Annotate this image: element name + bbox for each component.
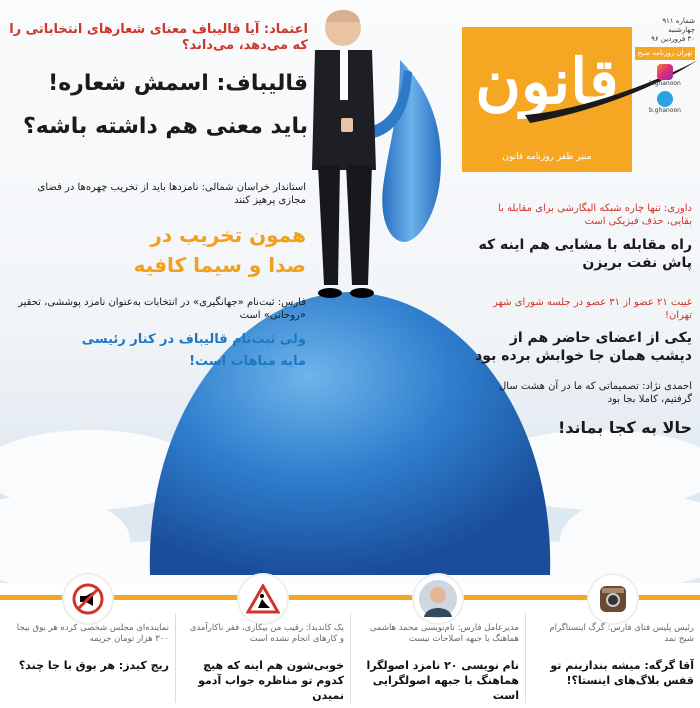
issue-number: شماره ۹۱۱ [662, 17, 695, 25]
bottom-item-portrait [353, 583, 525, 708]
bottom-item-sup: نماینده‌ای مجلس شخصی کرده هر بوق بیجا ۳۰۰ هزار تومان جریمه [16, 623, 169, 645]
instagram-icon[interactable] [657, 64, 673, 80]
issue-date: ۳۰ فروردین ۹۶ [651, 35, 695, 44]
bottom-item-headline: ریج کیدز: هر بوق با جا چند؟ [18, 659, 169, 672]
bottom-item-headline: آقا گرگه: میشه بندازینم تو قفس بلاگ‌های اینستا؟! [550, 659, 694, 687]
bottom-item-instagram [528, 583, 700, 708]
telegram-handle: b.ghanoon [649, 107, 681, 115]
left-top-headline-1: قالیباف: اسمش شعاره! [48, 71, 308, 96]
left-low-headline-1: ولی ثبت‌نام قالیباف در کنار رئیسی [81, 332, 306, 347]
masthead-title: قانون [475, 45, 619, 118]
bottom-item-roadwork [178, 583, 350, 708]
bottom-item-sup: رئیس پلیس فتای فارس: گرگ‌ اینستاگرام شیخ نمد [549, 623, 694, 645]
issue-info [635, 17, 695, 180]
edition-badge: تهران روزنامه صبح [635, 47, 695, 60]
bottom-item-sup: مدیرعامل فارس: نام‌نویسی محمد هاشمی هماهنگ با جبهه اصلاحات نیست [369, 623, 519, 645]
left-low-kicker: فارس: ثبت‌نام «جهانگیری» در انتخابات به‌عنوان نامزد پوششی، تحقیر «روحانی» است [18, 297, 306, 321]
bottom-item-headline: خوبی‌شون هم اینه که هیچ کدوم تو مناظره جواب آدمو نمیدن [198, 659, 344, 702]
masthead-subtitle: منیر ظفر روزنامه قانون [502, 152, 592, 162]
right-2-headline: یکی از اعضای حاضر هم از دیشب همان جا خوابش برده بود [475, 330, 692, 364]
right-3-headline: حالا به کجا بماند! [557, 418, 692, 437]
left-mid-headline-2: صدا و سیما کافیه [133, 253, 306, 277]
divider [525, 613, 526, 703]
issue-day: چهارشنبه [668, 26, 695, 35]
instagram-handle: bighanoon [649, 80, 681, 88]
left-mid-headline-1: همون تخریب در [150, 223, 306, 247]
left-top-headline-2: باید معنی هم داشته باشه؟ [23, 114, 308, 139]
bottom-strip [0, 583, 700, 708]
divider [350, 613, 351, 703]
left-mid-kicker: استاندار خراسان شمالی: نامزدها باید از تخریب چهره‌ها در فضای مجازی پرهیز کنند [37, 182, 306, 206]
bottom-item-headline: نام نویسی ۲۰ نامزد اصولگرا هماهنگ با جبهه اصولگرایی است [366, 659, 519, 702]
right-2-kicker: غیبت ۲۱ عضو از ۳۱ عضو در جلسه شورای شهر تهران! [493, 297, 692, 321]
standing-figure [312, 10, 376, 298]
right-3-kicker: احمدی نژاد: تصمیماتی که ما در آن هشت سال گرفتیم، کاملا بجا بود [499, 381, 692, 405]
bottom-item-sup: یک کاندیدا: رقیب من بیکاری، فقر ناکارآمدی و کارهای انجام نشده است [189, 623, 344, 645]
divider [175, 613, 176, 703]
right-1-headline: راه مقابله با مشایی هم اینه که پاش نفت بریزن [478, 237, 692, 271]
bottom-item-no-horn [3, 583, 175, 708]
roadwork-icon [239, 575, 287, 623]
blue-drop [382, 60, 441, 242]
portrait-icon [414, 575, 462, 623]
right-1-kicker: داوری: تنها چاره شبکه الیگارشی برای مقابله با بقایی، حذف فیزیکی است [498, 203, 692, 227]
no-horn-icon [64, 575, 112, 623]
telegram-icon[interactable] [657, 91, 673, 107]
instagram-icon [589, 575, 637, 623]
left-low-headline-2: مایه مباهات است! [189, 354, 306, 369]
left-top-kicker: اعتماد: آیا قالیباف معنای شعارهای انتخاباتی را که می‌دهد، می‌داند؟ [9, 22, 308, 54]
